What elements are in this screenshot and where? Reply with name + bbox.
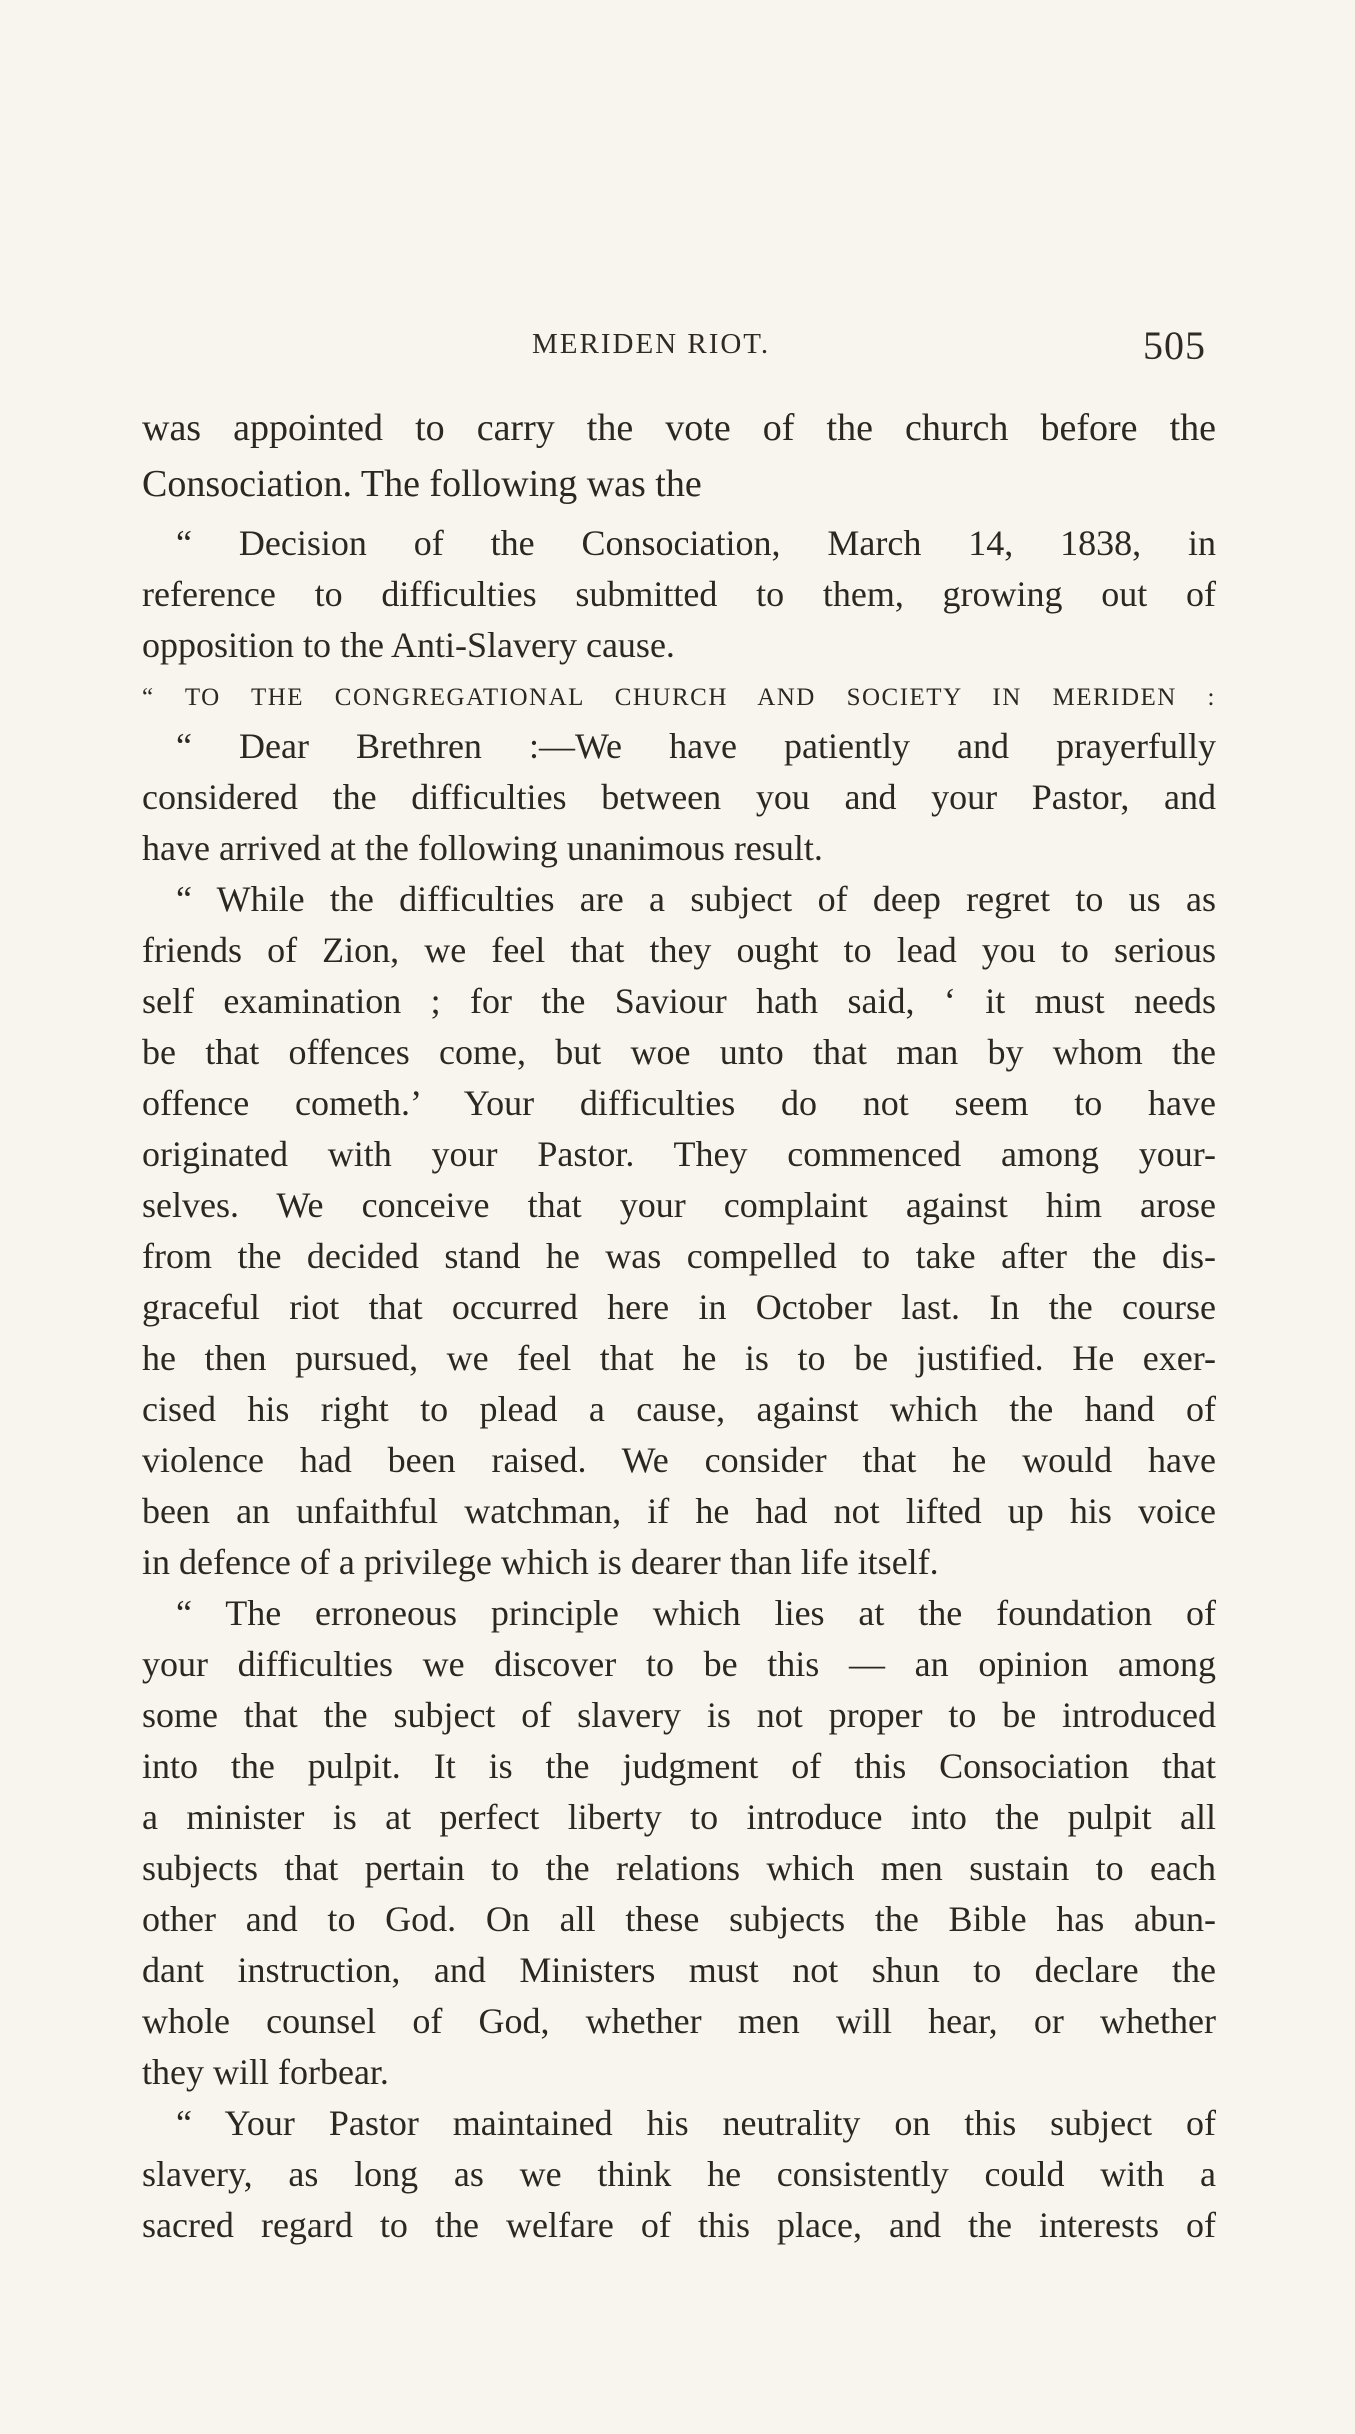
text-line: whole counsel of God, whether men will hear, or whether (142, 2001, 1216, 2041)
text-line: considered the difficulties between you and your Pastor, and (142, 777, 1216, 817)
text-line: they will forbear. (142, 2052, 389, 2092)
text-line: “ Decision of the Consociation, March 14, 1838, in (176, 523, 1216, 563)
text-line: “ Your Pastor maintained his neutrality on this subject of (176, 2103, 1216, 2143)
text-line: slavery, as long as we think he consistently could with a (142, 2154, 1216, 2194)
text-line: graceful riot that occurred here in October last. In the course (142, 1287, 1216, 1327)
address-line: “ TO THE CONGREGATIONAL CHURCH AND SOCIETY IN MERIDEN : (142, 684, 1216, 711)
text-line: originated with your Pastor. They commenced among your- (142, 1134, 1216, 1174)
text-line: other and to God. On all these subjects the Bible has abun- (142, 1899, 1216, 1939)
text-line: have arrived at the following unanimous result. (142, 828, 823, 868)
text-line: sacred regard to the welfare of this place, and the interests of (142, 2205, 1216, 2245)
text-line: cised his right to plead a cause, against which the hand of (142, 1389, 1216, 1429)
text-line: “ The erroneous principle which lies at the foundation of (176, 1593, 1216, 1633)
text-line: was appointed to carry the vote of the church before the (142, 407, 1216, 449)
page-header (0, 322, 1355, 382)
text-line: offence cometh.’ Your difficulties do not seem to have (142, 1083, 1216, 1123)
text-line: “ While the difficulties are a subject of deep regret to us as (176, 879, 1216, 919)
salutation-text: “ Dear Brethren :—We have patiently and prayerfully (176, 726, 1216, 766)
text-line: been an unfaithful watchman, if he had not lifted up his voice (142, 1491, 1216, 1531)
text-line: self examination ; for the Saviour hath said, ‘ it must needs (142, 981, 1216, 1021)
text-line: subjects that pertain to the relations which men sustain to each (142, 1848, 1216, 1888)
text-line: in defence of a privilege which is dearer than life itself. (142, 1542, 939, 1582)
text-line: selves. We conceive that your complaint against him arose (142, 1185, 1216, 1225)
body-text (142, 400, 1216, 2251)
salutation-line (142, 721, 1216, 772)
text-line: opposition to the Anti-Slavery cause. (142, 625, 675, 665)
text-line: reference to difficulties submitted to them, growing out of (142, 574, 1216, 614)
text-line: your difficulties we discover to be this — an opinion among (142, 1644, 1216, 1684)
text-line: friends of Zion, we feel that they ought to lead you to serious (142, 930, 1216, 970)
page-number: 505 (1143, 323, 1206, 368)
text-line: into the pulpit. It is the judgment of this Consociation that (142, 1746, 1216, 1786)
text-line: dant instruction, and Ministers must not shun to declare the (142, 1950, 1216, 1990)
text-line: from the decided stand he was compelled to take after the dis- (142, 1236, 1216, 1276)
text-line: violence had been raised. We consider that he would have (142, 1440, 1216, 1480)
text-line: Consociation. The following was the (142, 463, 702, 505)
running-head: MERIDEN RIOT. (532, 328, 771, 360)
text-line: he then pursued, we feel that he is to be justified. He exer- (142, 1338, 1216, 1378)
text-line: be that offences come, but woe unto that man by whom the (142, 1032, 1216, 1072)
text-line: some that the subject of slavery is not proper to be introduced (142, 1695, 1216, 1735)
text-line: a minister is at perfect liberty to introduce into the pulpit all (142, 1797, 1216, 1837)
